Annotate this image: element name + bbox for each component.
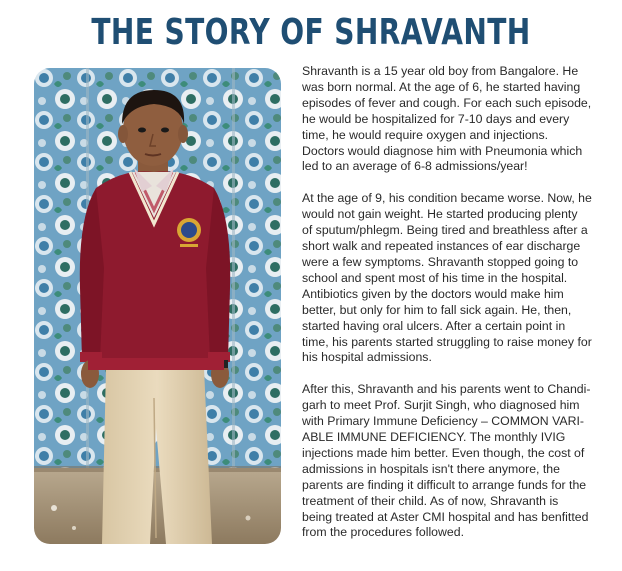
story-line: was born normal. At the age of 6, he started having	[302, 79, 581, 94]
story-line: At the age of 9, his condition became worse. Now, he	[302, 191, 592, 206]
story-line: injections made him better. Even though, the cost of	[302, 445, 585, 460]
page-title: THE STORY OF SHRAVANTH	[91, 12, 531, 53]
story-line: time, he would require oxygen and injections.	[302, 127, 549, 142]
story-line: started having oral ulcers. After a certain point in	[302, 318, 566, 333]
story-line: treatment of their child. As of now, Shravanth is	[302, 493, 559, 508]
story-line: of sputum/phlegm. Being tired and breathless after a	[302, 223, 588, 238]
story-line: with Primary Immune Deficiency – COMMON VARI-	[302, 414, 584, 429]
story-line: being treated at Aster CMI hospital and has benfitted	[302, 509, 589, 524]
story-line: Shravanth is a 15 year old boy from Bangalore. He	[302, 64, 579, 78]
story-line: short walk and repeated instances of ear discharge	[302, 239, 581, 254]
story-text	[302, 64, 602, 557]
portrait-photo	[34, 68, 281, 544]
story-line: from the procedures followed.	[302, 525, 464, 540]
story-line: parents are finding it difficult to arrange funds for the	[302, 477, 587, 492]
ground	[34, 468, 281, 544]
story-line: led to an average of 6-8 admissions/year!	[302, 159, 528, 174]
story-line: better, but only for him to fall sick again. He, then,	[302, 302, 572, 317]
story-line: Doctors would diagnose him with Pneumonia which	[302, 143, 583, 158]
story-line: garh to meet Prof. Surjit Singh, who diagnosed him	[302, 398, 580, 413]
story-line: school and spent most of his time in the hospital.	[302, 270, 568, 285]
story-paragraph-3	[302, 382, 602, 541]
story-line: would not gain weight. He started producing plenty	[302, 207, 578, 222]
story-line: admissions in hospitals isn't there anymore, the	[302, 461, 560, 476]
story-line: time, his parents started struggling to raise money for	[302, 334, 592, 349]
story-line: ABLE IMMUNE DEFICIENCY. The monthly IVIG	[302, 430, 566, 445]
story-line: Antibiotics given by the doctors would make him	[302, 286, 564, 301]
story-line: episodes of fever and cough. For each such episode,	[302, 95, 592, 110]
story-paragraph-1	[302, 64, 602, 175]
story-line: were a few symptoms. Shravanth stopped going to	[302, 254, 579, 269]
story-line: he would be hospitalized for 7-10 days and every	[302, 111, 570, 126]
story-paragraph-2	[302, 191, 602, 366]
story-line: his hospital admissions.	[302, 350, 432, 365]
story-line: After this, Shravanth and his parents went to Chandi-	[302, 382, 591, 397]
